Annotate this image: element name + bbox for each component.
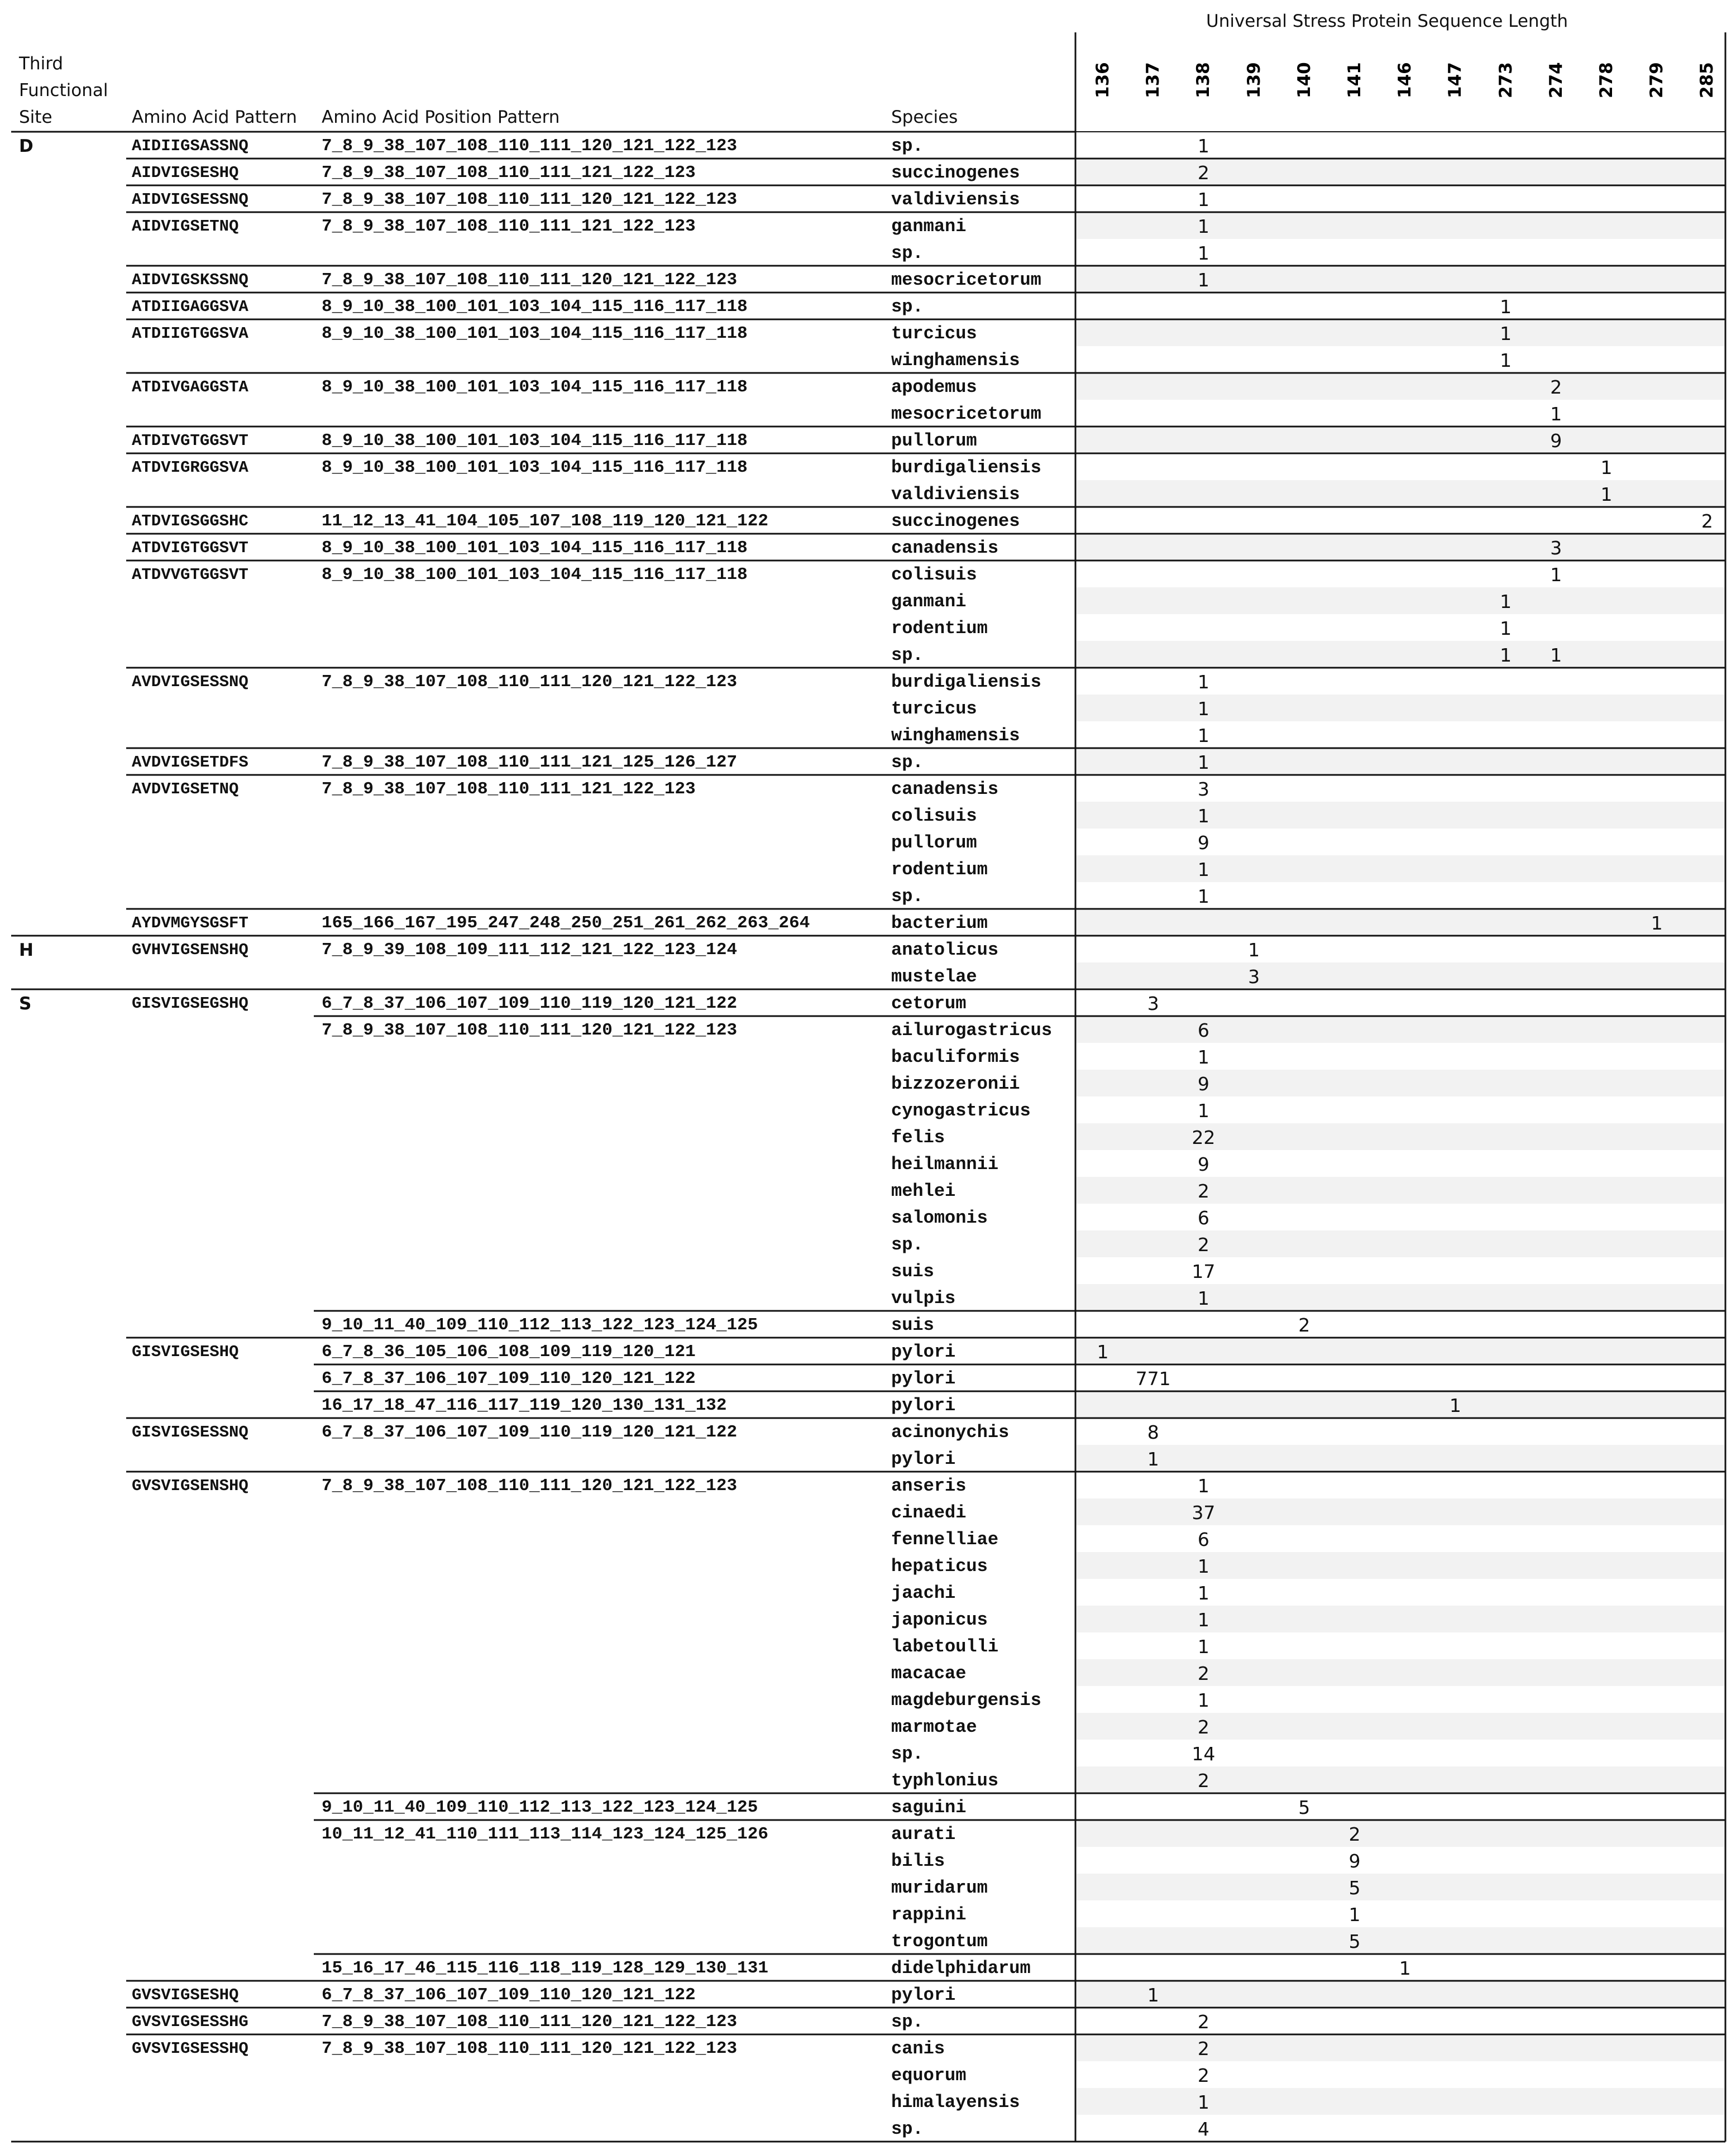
count-value-138: 2 [1197, 162, 1209, 184]
count-value-138: 1 [1197, 1555, 1209, 1577]
position-pattern: 6_7_8_37_106_107_109_110_120_121_122 [322, 1985, 696, 2005]
species-name: succinogenes [891, 162, 1020, 183]
species-name: colisuis [891, 564, 977, 585]
species-name: mustelae [891, 966, 977, 987]
species-name: sp. [891, 645, 924, 665]
species-name: bilis [891, 1851, 945, 1871]
position-pattern: 7_8_9_38_107_108_110_111_121_122_123 [322, 779, 696, 799]
amino-acid-pattern: AIDVIGSESSNQ [132, 190, 248, 209]
species-name: sp. [891, 1744, 924, 1764]
amino-acid-pattern: ATDIIGTGGSVA [132, 324, 248, 343]
position-pattern: 7_8_9_38_107_108_110_111_120_121_122_123 [322, 270, 738, 290]
species-name: ganmani [891, 216, 967, 237]
count-value-138: 2 [1197, 1180, 1209, 1202]
functional-site-label: H [19, 940, 34, 960]
amino-acid-pattern: GVSVIGSESHQ [132, 1986, 239, 2004]
species-name: mesocricetorum [891, 404, 1041, 424]
count-value-138: 2 [1197, 1234, 1209, 1256]
position-pattern: 7_8_9_38_107_108_110_111_120_121_122_123 [322, 190, 738, 209]
position-pattern: 8_9_10_38_100_101_103_104_115_116_117_118 [322, 565, 748, 585]
species-name: canis [891, 2038, 945, 2059]
position-pattern: 9_10_11_40_109_110_112_113_122_123_124_125 [322, 1798, 758, 1817]
count-value-138: 2 [1197, 2065, 1209, 2086]
position-pattern: 7_8_9_38_107_108_110_111_121_122_123 [322, 163, 696, 183]
species-name: magdeburgensis [891, 1690, 1041, 1711]
amino-acid-pattern: GVHVIGSENSHQ [132, 941, 248, 959]
count-value-138: 17 [1192, 1261, 1216, 1282]
species-name: succinogenes [891, 511, 1020, 531]
count-value-138: 4 [1197, 2118, 1209, 2140]
length-header-274: 274 [1546, 62, 1566, 98]
species-name: equorum [891, 2065, 967, 2086]
functional-site-label: D [19, 136, 34, 156]
count-value-138: 2 [1197, 2038, 1209, 2060]
count-value-278: 1 [1600, 457, 1613, 478]
amino-acid-pattern: AIDVIGSKSSNQ [132, 271, 248, 289]
species-name: apodemus [891, 377, 977, 398]
count-value-273: 1 [1500, 349, 1512, 371]
species-name: cinaedi [891, 1502, 967, 1523]
position-pattern: 8_9_10_38_100_101_103_104_115_116_117_118 [322, 297, 748, 317]
position-pattern: 8_9_10_38_100_101_103_104_115_116_117_118 [322, 324, 748, 343]
amino-acid-pattern: AVDVIGSETDFS [132, 753, 248, 772]
count-value-138: 1 [1197, 698, 1209, 720]
amino-acid-pattern: AVDVIGSESSNQ [132, 673, 248, 691]
count-value-147: 1 [1449, 1395, 1461, 1416]
length-header-279: 279 [1647, 62, 1667, 98]
species-name: sp. [891, 243, 924, 264]
position-pattern: 6_7_8_37_106_107_109_110_119_120_121_122 [322, 1423, 738, 1442]
count-value-274: 1 [1550, 644, 1562, 666]
species-name: valdiviensis [891, 484, 1020, 505]
count-value-138: 1 [1197, 1287, 1209, 1309]
amino-acid-pattern: ATDVIGRGGSVA [132, 458, 248, 477]
count-value-140: 5 [1298, 1797, 1311, 1818]
amino-acid-pattern: ATDIIGAGGSVA [132, 298, 248, 316]
species-name: jaachi [891, 1583, 956, 1603]
count-value-138: 1 [1197, 216, 1209, 237]
count-value-137: 1 [1147, 1448, 1159, 1470]
count-value-138: 6 [1197, 1529, 1209, 1550]
pattern-header: Amino Acid Pattern [132, 107, 297, 127]
amino-acid-pattern: GVSVIGSENSHQ [132, 1477, 248, 1495]
species-name: pylori [891, 1985, 956, 2005]
count-value-139: 3 [1248, 966, 1260, 988]
position-pattern: 8_9_10_38_100_101_103_104_115_116_117_118 [322, 538, 748, 558]
position-pattern: 7_8_9_38_107_108_110_111_120_121_122_123 [322, 1021, 738, 1040]
count-value-138: 9 [1197, 832, 1209, 854]
position-pattern: 7_8_9_38_107_108_110_111_121_125_126_127 [322, 753, 738, 772]
count-value-138: 1 [1197, 1475, 1209, 1497]
species-name: baculiformis [891, 1047, 1020, 1067]
species-name: mesocricetorum [891, 270, 1041, 290]
species-name: pylori [891, 1395, 956, 1416]
species-name: marmotae [891, 1717, 977, 1737]
count-value-139: 1 [1248, 939, 1260, 961]
count-value-138: 3 [1197, 778, 1209, 800]
count-value-138: 2 [1197, 1663, 1209, 1684]
count-value-138: 1 [1197, 135, 1209, 157]
position-pattern: 7_8_9_39_108_109_111_112_121_122_123_124 [322, 940, 738, 960]
amino-acid-pattern: GVSVIGSESSHG [132, 2013, 248, 2031]
length-header-278: 278 [1596, 62, 1617, 98]
count-value-138: 1 [1197, 189, 1209, 210]
count-value-138: 2 [1197, 2011, 1209, 2033]
count-value-140: 2 [1298, 1314, 1311, 1336]
count-value-138: 9 [1197, 1073, 1209, 1095]
count-value-138: 2 [1197, 1770, 1209, 1792]
species-name: canadensis [891, 779, 999, 799]
length-header-139: 139 [1244, 62, 1264, 98]
species-name: colisuis [891, 806, 977, 826]
count-value-278: 1 [1600, 483, 1613, 505]
count-value-138: 1 [1197, 885, 1209, 907]
count-value-138: 37 [1192, 1502, 1216, 1524]
species-name: salomonis [891, 1208, 988, 1228]
count-value-141: 1 [1348, 1904, 1361, 1926]
count-value-273: 1 [1500, 644, 1512, 666]
position-pattern: 10_11_12_41_110_111_113_114_123_124_125_126 [322, 1824, 768, 1844]
count-value-138: 1 [1197, 1609, 1209, 1631]
count-value-274: 1 [1550, 403, 1562, 425]
species-name: turcicus [891, 323, 977, 344]
functional-site-label: S [19, 994, 32, 1014]
species-name: fennelliae [891, 1529, 999, 1550]
count-value-274: 3 [1550, 537, 1562, 559]
position-pattern: 7_8_9_38_107_108_110_111_120_121_122_123 [322, 136, 738, 156]
species-name: burdigaliensis [891, 457, 1041, 478]
species-name: muridarum [891, 1878, 988, 1898]
count-value-138: 6 [1197, 1207, 1209, 1229]
species-name: sp. [891, 752, 924, 773]
species-name: didelphidarum [891, 1958, 1031, 1979]
position-pattern: 6_7_8_37_106_107_109_110_120_121_122 [322, 1369, 696, 1388]
amino-acid-pattern: ATDVVGTGGSVT [132, 566, 248, 584]
count-value-138: 1 [1197, 751, 1209, 773]
species-name: acinonychis [891, 1422, 1010, 1443]
species-name: pylori [891, 1449, 956, 1469]
species-name: typhlonius [891, 1770, 999, 1791]
position-pattern: 8_9_10_38_100_101_103_104_115_116_117_118 [322, 377, 748, 397]
count-value-138: 1 [1197, 1636, 1209, 1658]
length-header-138: 138 [1193, 62, 1214, 98]
amino-acid-pattern: GISVIGSEGSHQ [132, 994, 248, 1013]
amino-acid-pattern: GISVIGSESSNQ [132, 1423, 248, 1442]
species-name: rodentium [891, 618, 988, 639]
species-name: felis [891, 1127, 945, 1148]
count-value-137: 3 [1147, 993, 1159, 1014]
species-name: cetorum [891, 993, 967, 1014]
count-value-138: 9 [1197, 1153, 1209, 1175]
species-name: trogontum [891, 1931, 988, 1952]
species-name: suis [891, 1315, 934, 1335]
position-pattern: 11_12_13_41_104_105_107_108_119_120_121_122 [322, 511, 768, 531]
count-value-138: 1 [1197, 2091, 1209, 2113]
species-name: sp. [891, 136, 924, 156]
count-value-136: 1 [1097, 1341, 1109, 1363]
count-value-138: 14 [1192, 1743, 1216, 1765]
count-value-137: 8 [1147, 1421, 1159, 1443]
count-value-138: 1 [1197, 1046, 1209, 1068]
position-pattern: 8_9_10_38_100_101_103_104_115_116_117_118 [322, 431, 748, 451]
count-value-285: 2 [1701, 510, 1713, 532]
species-name: hepaticus [891, 1556, 988, 1577]
count-value-141: 9 [1348, 1850, 1361, 1872]
species-name: rodentium [891, 859, 988, 880]
count-value-138: 1 [1197, 805, 1209, 827]
length-header-147: 147 [1445, 62, 1466, 98]
count-value-138: 1 [1197, 671, 1209, 693]
count-value-137: 771 [1135, 1368, 1171, 1390]
count-value-138: 1 [1197, 859, 1209, 880]
position-pattern: 8_9_10_38_100_101_103_104_115_116_117_118 [322, 458, 748, 477]
count-value-146: 1 [1399, 1957, 1411, 1979]
species-name: sp. [891, 1234, 924, 1255]
species-name: anatolicus [891, 940, 999, 960]
count-value-138: 1 [1197, 725, 1209, 746]
species-name: heilmannii [891, 1154, 999, 1175]
amino-acid-pattern: ATDVIGTGGSVT [132, 539, 248, 557]
count-value-141: 5 [1348, 1877, 1361, 1899]
count-value-138: 1 [1197, 269, 1209, 291]
count-value-138: 1 [1197, 1100, 1209, 1122]
position-pattern: 7_8_9_38_107_108_110_111_120_121_122_123 [322, 672, 738, 692]
amino-acid-pattern: ATDVIGSGGSHC [132, 512, 248, 530]
position-pattern: 165_166_167_195_247_248_250_251_261_262_263_264 [322, 913, 810, 933]
species-name: macacae [891, 1663, 967, 1684]
species-name: pullorum [891, 430, 977, 451]
species-name: rappini [891, 1904, 967, 1925]
species-name: pylori [891, 1368, 956, 1389]
positions-header: Amino Acid Position Pattern [322, 107, 560, 127]
amino-acid-pattern: AYDVMGYSGSFT [132, 914, 248, 932]
count-value-138: 1 [1197, 242, 1209, 264]
species-name: winghamensis [891, 350, 1020, 371]
species-name: japonicus [891, 1610, 988, 1630]
species-name: bacterium [891, 913, 988, 933]
amino-acid-pattern: GVSVIGSESSHQ [132, 2039, 248, 2058]
species-header: Species [891, 107, 958, 127]
position-pattern: 6_7_8_36_105_106_108_109_119_120_121 [322, 1342, 696, 1362]
species-name: winghamensis [891, 725, 1020, 746]
species-name: turcicus [891, 698, 977, 719]
position-pattern: 15_16_17_46_115_116_118_119_128_129_130_131 [322, 1958, 768, 1978]
count-value-274: 9 [1550, 430, 1562, 452]
amino-acid-pattern: ATDIVGTGGSVT [132, 432, 248, 450]
species-name: saguini [891, 1797, 967, 1818]
species-name: burdigaliensis [891, 672, 1041, 692]
position-pattern: 16_17_18_47_116_117_119_120_130_131_132 [322, 1396, 727, 1415]
count-value-138: 1 [1197, 1582, 1209, 1604]
species-name: aurati [891, 1824, 956, 1845]
count-value-273: 1 [1500, 617, 1512, 639]
amino-acid-pattern: GISVIGSESHQ [132, 1343, 239, 1361]
length-axis-title: Universal Stress Protein Sequence Length [1206, 11, 1568, 31]
species-name: labetoulli [891, 1636, 999, 1657]
species-name: suis [891, 1261, 934, 1282]
species-name: ailurogastricus [891, 1020, 1053, 1041]
count-value-274: 1 [1550, 564, 1562, 586]
length-header-273: 273 [1495, 62, 1516, 98]
species-name: valdiviensis [891, 189, 1020, 210]
count-value-273: 1 [1500, 296, 1512, 318]
amino-acid-pattern: ATDIVGAGGSTA [132, 378, 248, 396]
species-name: mehlei [891, 1181, 956, 1201]
length-header-136: 136 [1093, 62, 1113, 98]
species-name: canadensis [891, 538, 999, 558]
count-value-138: 1 [1197, 1689, 1209, 1711]
count-value-137: 1 [1147, 1984, 1159, 2006]
count-value-273: 1 [1500, 591, 1512, 612]
count-value-141: 5 [1348, 1931, 1361, 1952]
length-header-140: 140 [1294, 62, 1314, 98]
position-pattern: 6_7_8_37_106_107_109_110_119_120_121_122 [322, 994, 738, 1013]
count-value-138: 22 [1192, 1127, 1216, 1148]
position-pattern: 7_8_9_38_107_108_110_111_121_122_123 [322, 217, 696, 236]
count-value-141: 2 [1348, 1823, 1361, 1845]
length-header-137: 137 [1143, 62, 1164, 98]
species-name: himalayensis [891, 2092, 1020, 2113]
count-value-273: 1 [1500, 323, 1512, 344]
amino-acid-pattern: AIDVIGSESHQ [132, 164, 239, 182]
species-name: sp. [891, 2012, 924, 2032]
species-name: sp. [891, 886, 924, 907]
species-name: bizzozeronii [891, 1074, 1020, 1094]
species-name: anseris [891, 1476, 967, 1496]
species-name: ganmani [891, 591, 967, 612]
length-header-285: 285 [1697, 62, 1718, 98]
amino-acid-pattern: AIDVIGSETNQ [132, 217, 239, 236]
amino-acid-pattern: AIDIIGSASSNQ [132, 137, 248, 155]
count-value-279: 1 [1651, 912, 1663, 934]
position-pattern: 9_10_11_40_109_110_112_113_122_123_124_125 [322, 1315, 758, 1335]
amino-acid-pattern: AVDVIGSETNQ [132, 780, 239, 798]
species-name: vulpis [891, 1288, 956, 1309]
count-value-274: 2 [1550, 376, 1562, 398]
length-header-141: 141 [1345, 62, 1365, 98]
count-value-138: 6 [1197, 1019, 1209, 1041]
species-name: cynogastricus [891, 1100, 1031, 1121]
species-name: sp. [891, 2119, 924, 2139]
site-header: Third Functional Site [19, 54, 108, 127]
species-name: pylori [891, 1342, 956, 1362]
species-name: pullorum [891, 832, 977, 853]
position-pattern: 7_8_9_38_107_108_110_111_120_121_122_123 [322, 1476, 738, 1496]
species-name: sp. [891, 296, 924, 317]
length-header-146: 146 [1395, 62, 1415, 98]
position-pattern: 7_8_9_38_107_108_110_111_120_121_122_123 [322, 2012, 738, 2032]
position-pattern: 7_8_9_38_107_108_110_111_120_121_122_123 [322, 2039, 738, 2058]
count-value-138: 2 [1197, 1716, 1209, 1738]
